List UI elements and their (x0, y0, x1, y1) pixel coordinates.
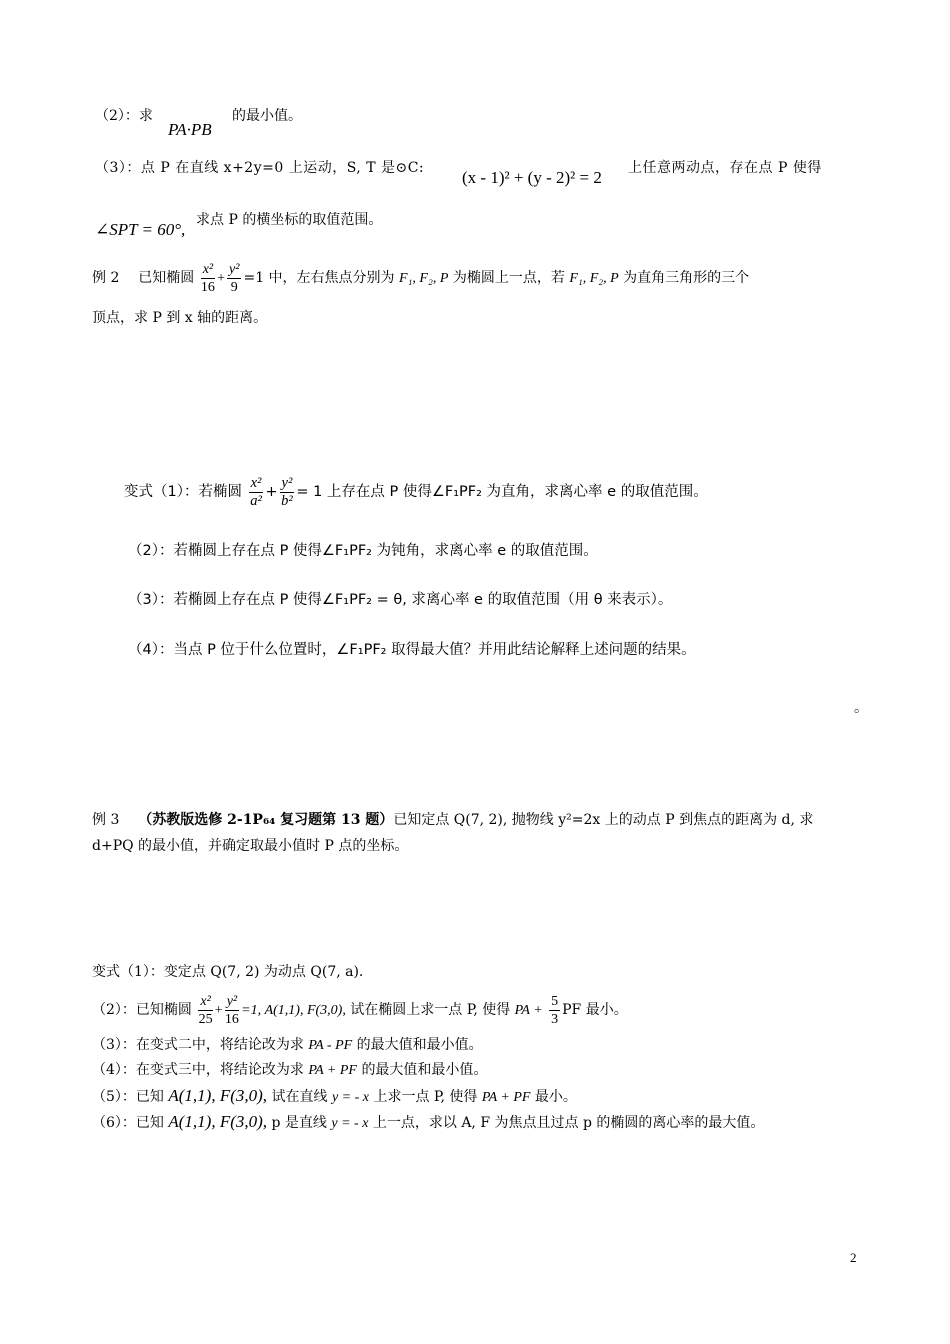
example3-label: 例 3 (92, 812, 120, 828)
fraction-x2-a2: $\frac{\text{x²}}{\text{a²}}$ (250, 474, 262, 509)
foci-label: F₁, F₂, P (399, 271, 449, 286)
part3-line (95, 158, 424, 178)
part2-line (95, 106, 153, 126)
variant1-item2: （2）：若椭圆上存在点 P 使得∠F₁PF₂ 为钝角，求离心率 e 的取值范围。 (128, 543, 598, 559)
fraction-x2-25: $\frac{\text{x²}}{25}$ (198, 993, 213, 1027)
fraction-x2-16: $\frac{\text{x²}}{16}$ (200, 261, 215, 295)
variant2-item6: （6）：已知 A(1,1), F(3,0), p 是直线 y = - x 上一点，求以 A, F 为焦点且过点 p 的椭圆的离心率的最大值。 (92, 1112, 765, 1131)
fraction-y2-9: $\frac{\text{y²}}{9}$ (229, 261, 240, 295)
part2-expression: PA·PB (168, 120, 212, 139)
page-number: 2 (850, 1250, 857, 1265)
part3-angle: ∠SPT = 60°, (95, 220, 186, 239)
part3-tail2: 求点 P 的横坐标的取值范围。 (196, 212, 383, 228)
part3-head: （3）：点 P 在直线 x+2y=0 上运动，S, T 是⊙C: (95, 160, 425, 176)
variant1-item4: （4）：当点 P 位于什么位置时，∠F₁PF₂ 取得最大值？并用此结论解释上述问题的结果。 (128, 642, 696, 658)
example2-label: 例 2 (92, 270, 120, 286)
variant2-item2: （2）：已知椭圆 $\frac{\text{x²}}{25}$ + $\frac{\text{y²}}{16}$ =1, A(1,1), F(3,0), 试在椭圆上求一点 P, 使得 PA + $\frac{5}{3}$ PF 最小。 (92, 993, 628, 1027)
variant2-item3: （3）：在变式二中，将结论改为求 PA - PF 的最大值和最小值。 (92, 1037, 483, 1053)
part2-tail: 的最小值。 (232, 108, 302, 124)
foci-label-2: F₁, F₂, P (569, 271, 619, 286)
part3-tail: 上任意两动点，存在点 P 使得 (628, 160, 822, 176)
variant1-item1: 变式（1）：若椭圆 $\frac{\text{x²}}{\text{a²}}$ + $\frac{\text{y²}}{\text{b²}}$ = 1 上存在点 P 使得∠F₁PF₂ 为直角，求离心率 e 的取值范围。 (124, 474, 708, 509)
fraction-y2-16: $\frac{\text{y²}}{16}$ (224, 993, 239, 1027)
example2-line2: 顶点，求 P 到 x 轴的距离。 (92, 310, 268, 326)
part3-circle-equation: (x - 1)² + (y - 2)² = 2 (462, 168, 602, 187)
trailing-period: 。 (854, 700, 868, 716)
part2-label: （2）：求 (95, 108, 153, 124)
variant2-item4: （4）：在变式三中，将结论改为求 PA + PF 的最大值和最小值。 (92, 1062, 488, 1078)
variant1-item3: （3）：若椭圆上存在点 P 使得∠F₁PF₂ = θ, 求离心率 e 的取值范围（用 θ 来表示）。 (128, 592, 673, 608)
example3-source: （苏教版选修 2-1P₆₄ 复习题第 13 题） (138, 812, 394, 828)
fraction-y2-b2: $\frac{\text{y²}}{\text{b²}}$ (281, 474, 293, 509)
variant2-item5: （5）：已知 A(1,1), F(3,0), 试在直线 y = - x 上求一点 P, 使得 PA + PF 最小。 (92, 1086, 577, 1105)
example3-line2: d+PQ 的最小值，并确定取最小值时 P 点的坐标。 (92, 838, 409, 854)
variant2-item1: 变式（1）：变定点 Q(7, 2) 为动点 Q(7, a). (92, 964, 364, 980)
example3-line1: 例 3 （苏教版选修 2-1P₆₄ 复习题第 13 题）已知定点 Q(7, 2), 抛物线 y²=2x 上的动点 P 到焦点的距离为 d, 求 (92, 812, 814, 828)
fraction-5-3: $\frac{5}{3}$ (551, 993, 559, 1027)
example2-line1: 例 2 已知椭圆 $\frac{\text{x²}}{16}$ + $\frac{\text{y²}}{9}$ =1 中，左右焦点分别为 F₁, F₂, P 为椭圆上一点，若 F₁, F₂, P 为直角三角形的三个 (92, 261, 750, 295)
